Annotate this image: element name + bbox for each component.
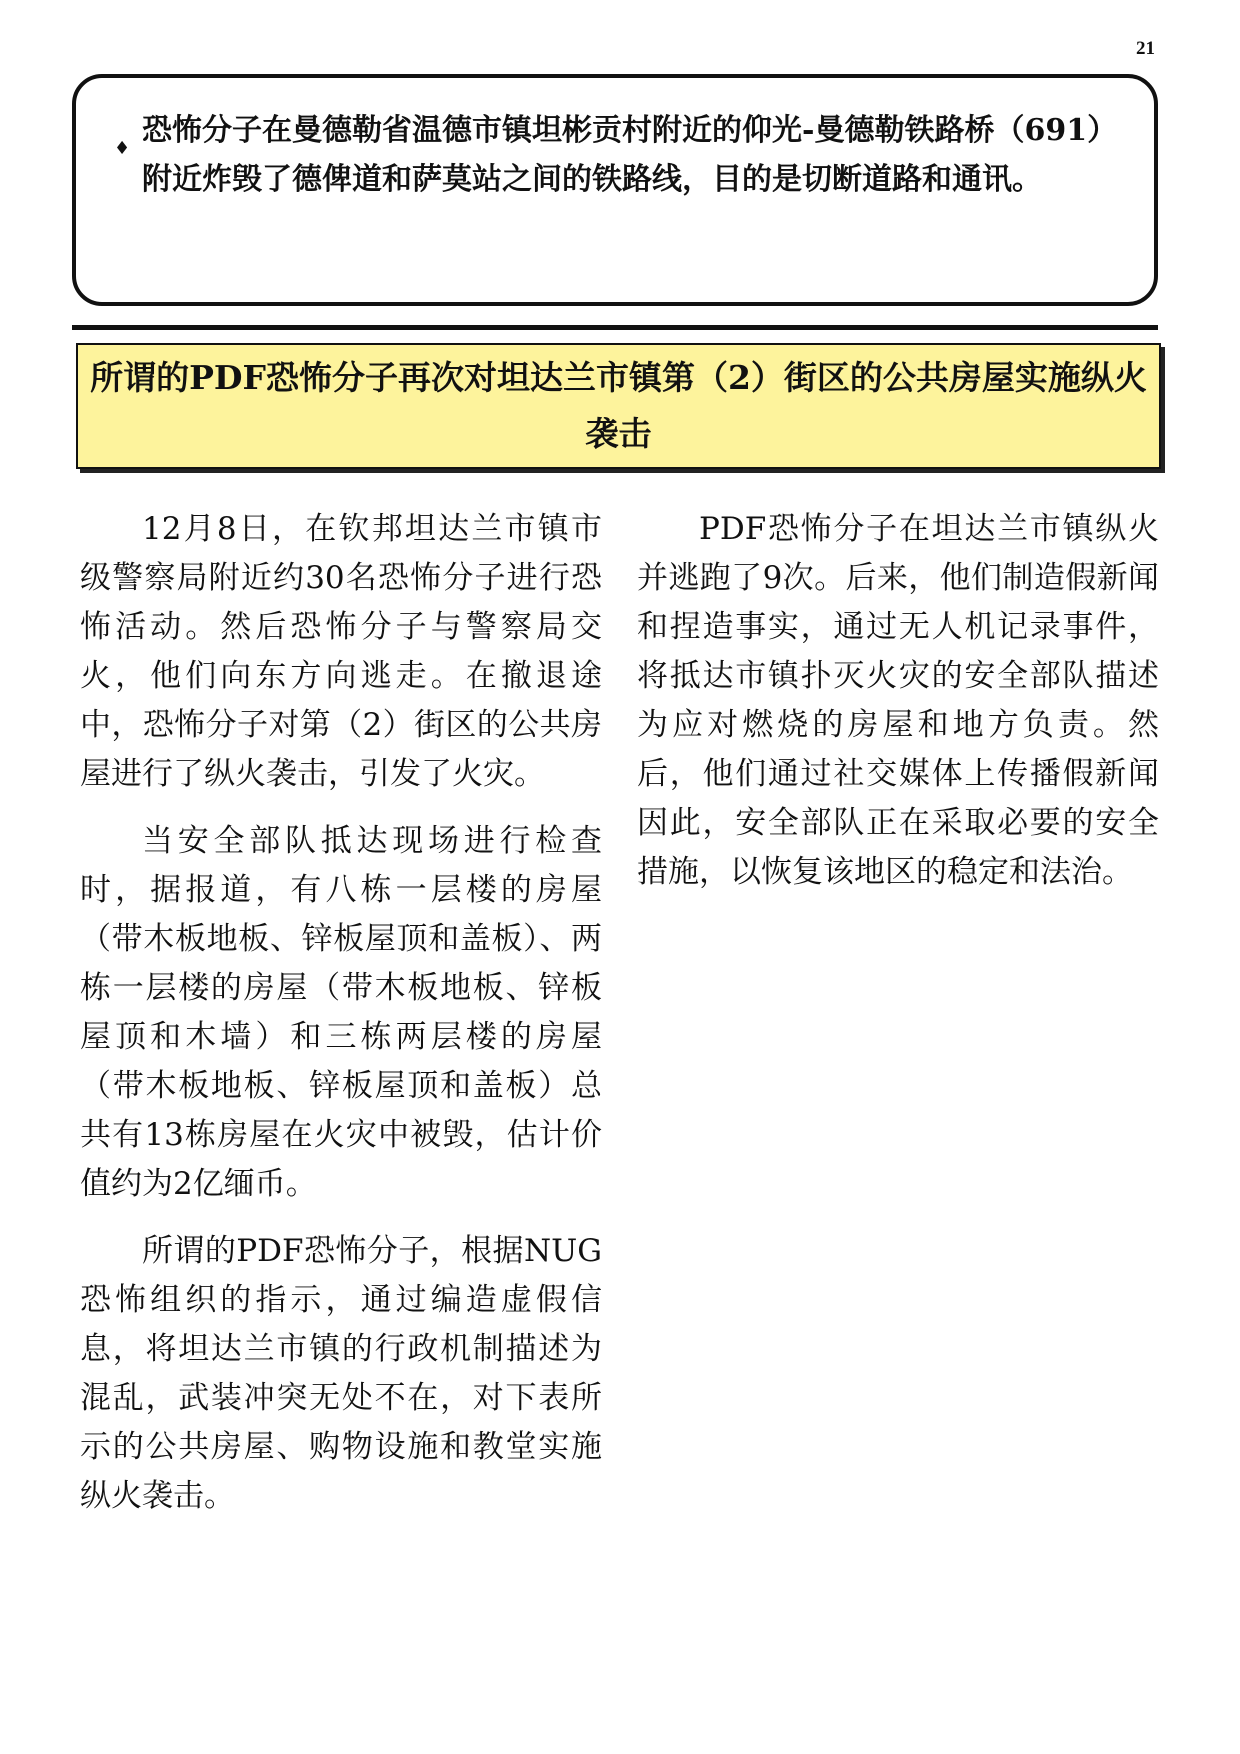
section-divider: [72, 325, 1158, 330]
bullet-item-text: 恐怖分子在曼德勒省温德市镇坦彬贡村附近的仰光-曼德勒铁路桥（691）附近炸毁了德俾道和萨莫站之间的铁路线，目的是切断道路和通讯。: [142, 113, 1118, 197]
paragraph: 12月8日，在钦邦坦达兰市镇市级警察局附近约30名恐怖分子进行恐怖活动。然后恐怖分子与警察局交火，他们向东方向逃走。在撤退途中，恐怖分子对第（2）街区的公共房屋进行了纵火袭击，引发了火灾。: [80, 511, 602, 792]
paragraph: 所谓的PDF恐怖分子，根据NUG恐怖组织的指示，通过编造虚假信息，将坦达兰市镇的行政机制描述为混乱，武装冲突无处不在，对下表所示的公共房屋、购物设施和教堂实施纵火袭击。: [80, 1233, 602, 1514]
right-column: [637, 505, 1159, 915]
paragraph: 当安全部队抵达现场进行检查时，据报道，有八栋一层楼的房屋（带木板地板、锌板屋顶和盖板）、两栋一层楼的房屋（带木板地板、锌板屋顶和木墙）和三栋两层楼的房屋（带木板地板、锌板屋顶和盖板）总共有13栋房屋在火灾中被毁，估计价值约为2亿缅币。: [80, 823, 602, 1202]
headline-box: [76, 343, 1161, 469]
bullet-item: [98, 113, 1132, 204]
paragraph: PDF恐怖分子在坦达兰市镇纵火并逃跑了9次。后来，他们制造假新闻和捏造事实，通过无人机记录事件，将抵达市镇扑灭火灾的安全部队描述为应对燃烧的房屋和地方负责。然后，他们通过社交媒体上传播假新闻因此，安全部队正在采取必要的安全措施，以恢复该地区的稳定和法治。: [637, 511, 1159, 890]
diamond-bullet-icon: ♦: [114, 138, 131, 159]
bullet-callout-box: [72, 74, 1158, 306]
article-headline: 所谓的PDF恐怖分子再次对坦达兰市镇第（2）街区的公共房屋实施纵火袭击: [90, 358, 1147, 453]
left-column: [80, 505, 602, 1539]
page-number: 21: [1136, 38, 1155, 59]
